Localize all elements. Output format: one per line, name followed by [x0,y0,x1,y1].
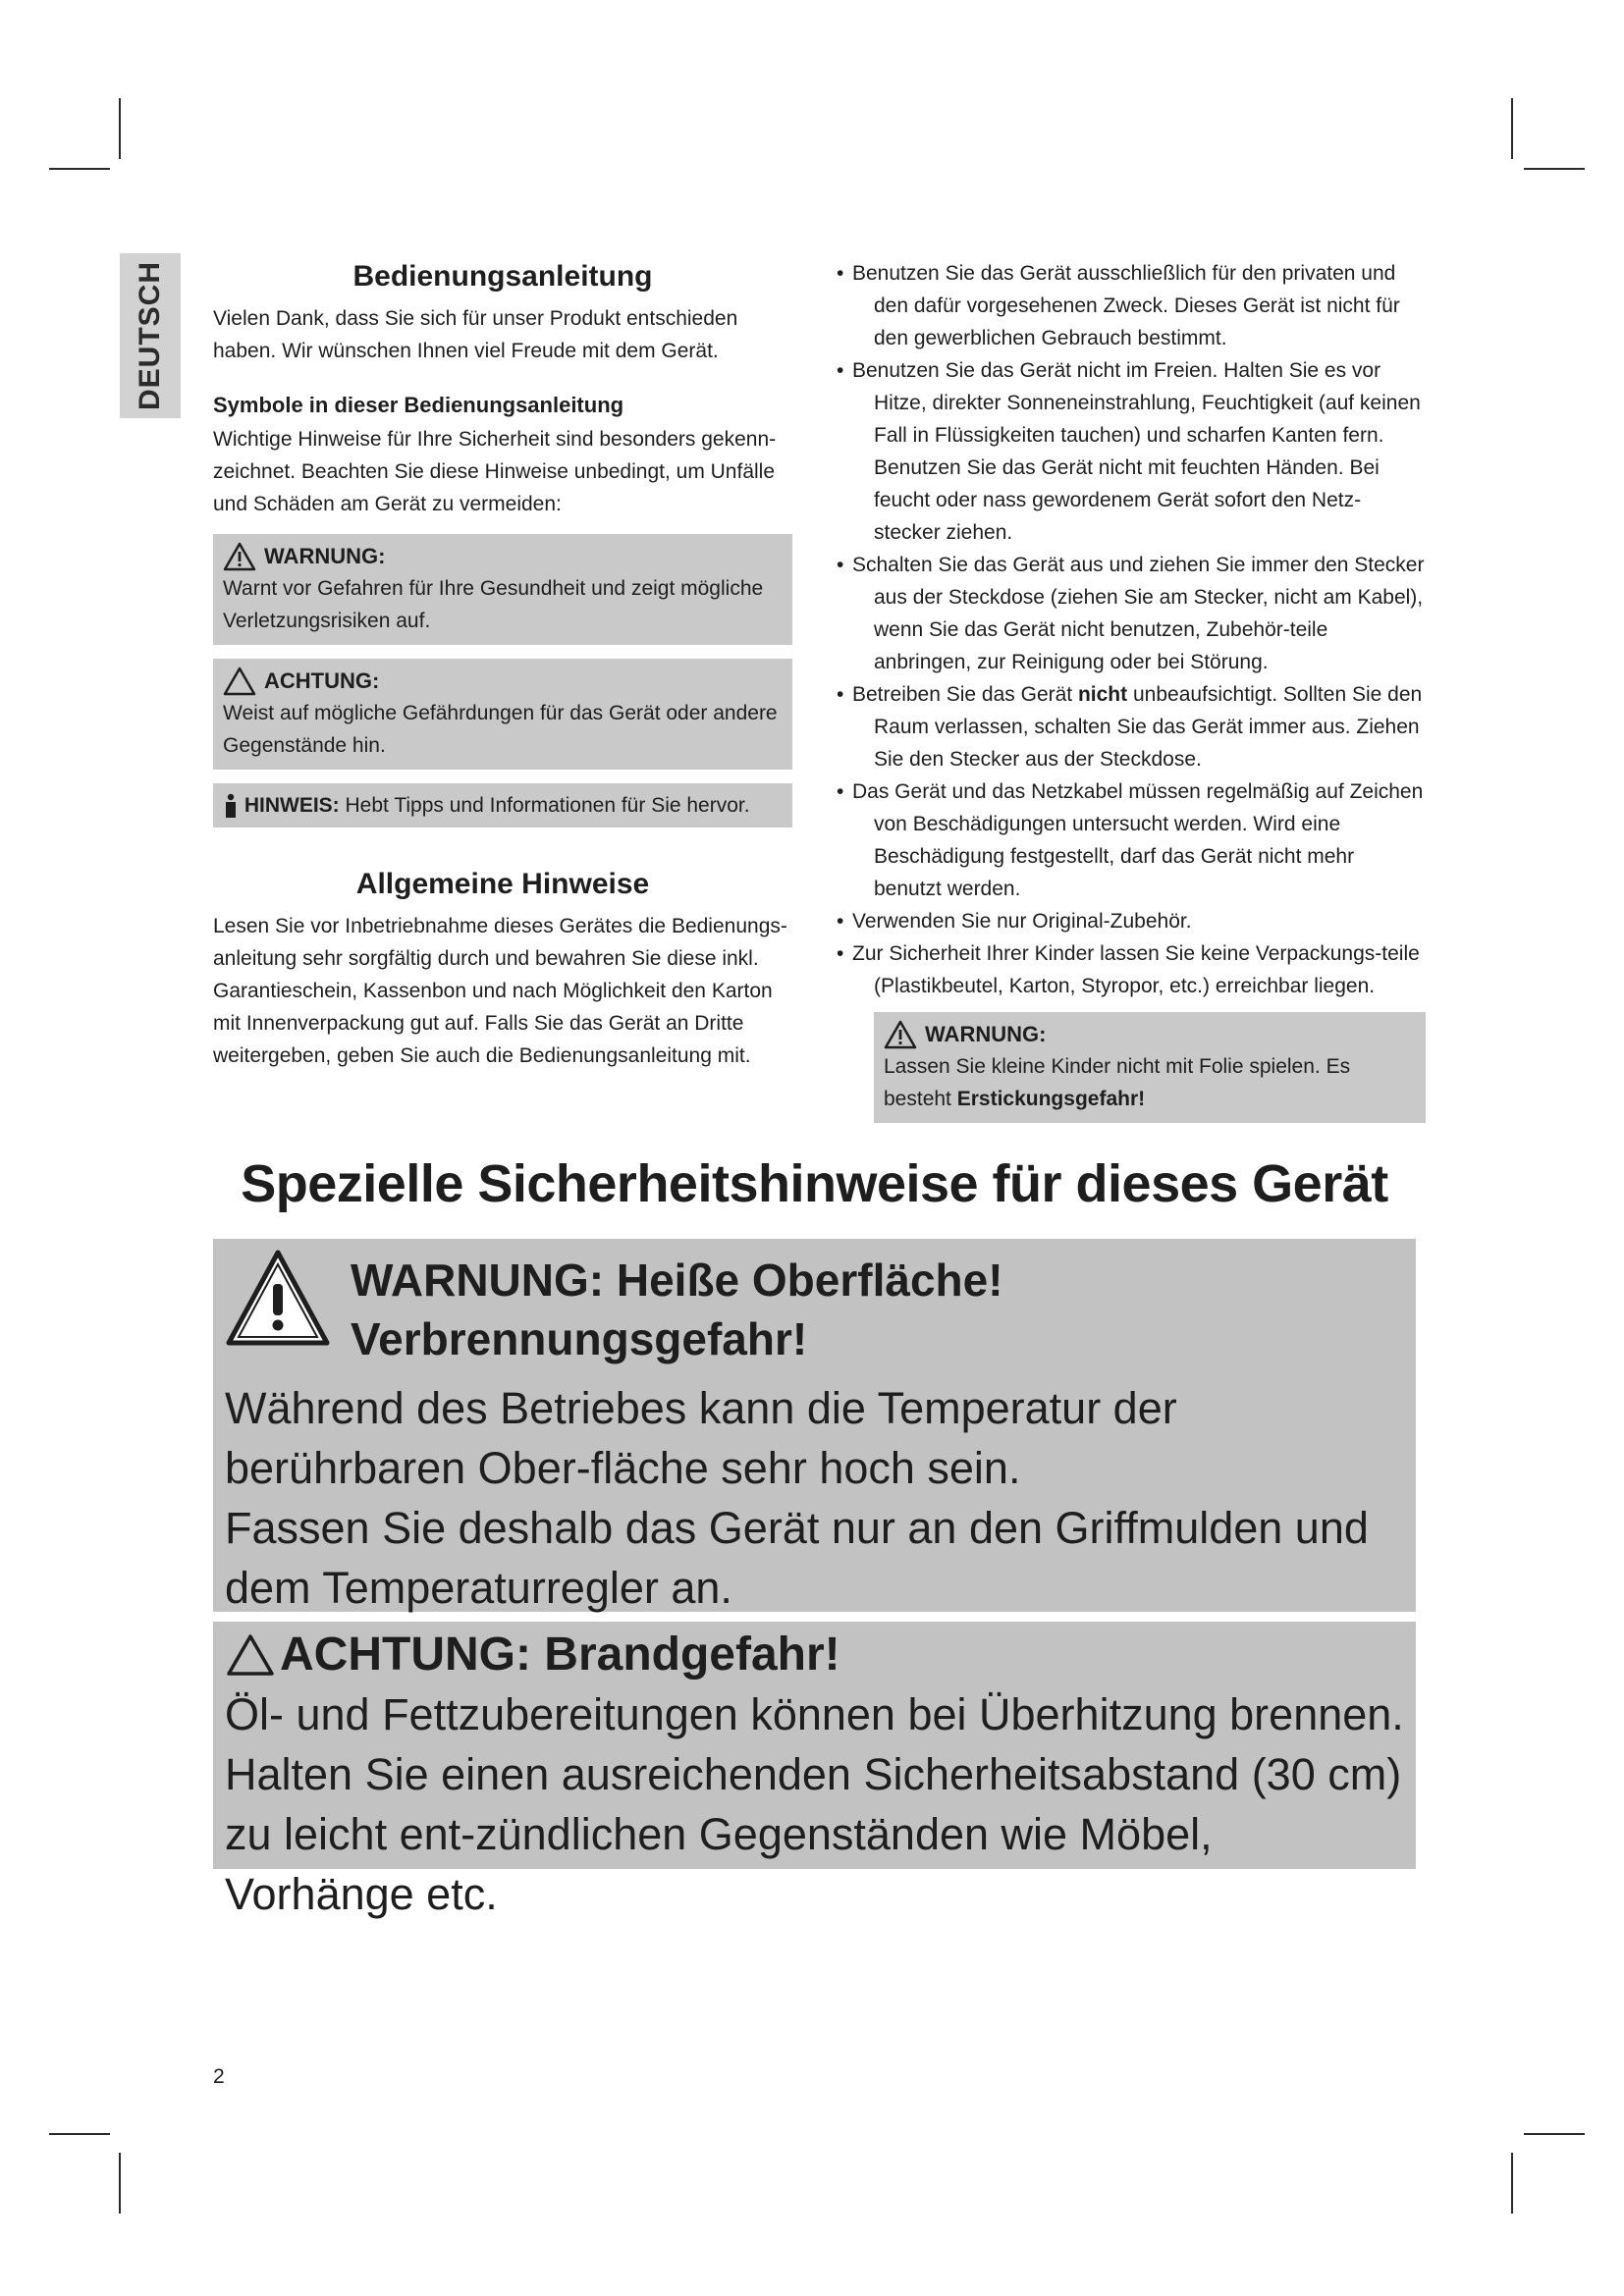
language-tab-label: DEUTSCH [134,260,167,411]
general-text: Lesen Sie vor Inbetriebnahme dieses Gerätes die Bedienungs-anleitung sehr sorgfältig durch und bewahren Sie diese inkl. Garantieschein, Kassenbon und nach Möglichkeit den Karton mit Innenverpackung gut auf. Falls Sie das Gerät an Dritte weitergeben, geben Sie auch die Bedienungsanleitung mit. [213,915,787,1067]
caution-box-text: Weist auf mögliche Gefährdungen für das Gerät oder andere Gegenstände hin. [223,702,778,757]
caution-box-title: ACHTUNG: [264,668,380,693]
children-warning-box [874,1012,1426,1123]
caution-triangle-icon [223,667,256,696]
fire-caution-text: Öl- und Fettzubereitungen können bei Überhitzung brennen. Halten Sie einen ausreichenden Sicherheitsabstand (30 cm) zu leicht ent-zündlichen Gegenständen wie Möbel, Vorhänge etc. [225,1689,1404,1919]
fire-caution-box [213,1622,1416,1919]
caution-box [213,659,792,770]
hint-box-label: HINWEIS: [244,794,340,817]
list-item: • Benutzen Sie das Gerät ausschließlich für den privaten und den dafür vorgesehenen Zweck. Dieses Gerät ist nicht für den gewerblichen Gebrauch bestimmt. [837,257,1426,354]
fire-caution-title: ACHTUNG: Brandgefahr! [280,1629,840,1681]
warning-triangle-icon [225,1247,331,1349]
crop-mark [119,98,121,159]
list-item: • Das Gerät und das Netzkabel müssen regelmäßig auf Zeichen von Beschädigungen untersucht werden. Wird eine Beschädigung festgestellt, darf das Gerät nicht mehr benutzt werden. [837,775,1426,905]
children-warning-text-main: Lassen Sie kleine Kinder nicht mit Folie spielen. Es besteht [884,1055,1351,1110]
right-column [837,257,1426,1123]
info-icon [223,793,239,819]
crop-mark [1511,2153,1513,2214]
manual-title: Bedienungsanleitung [352,260,653,293]
crop-mark [1511,98,1513,159]
crop-mark [119,2153,121,2214]
list-item: • Verwenden Sie nur Original-Zubehör. [837,905,1426,937]
warning-triangle-icon [884,1020,917,1049]
children-warning-text [884,1050,1416,1115]
list-item-emphasis: nicht [1077,683,1128,706]
list-item: • Benutzen Sie das Gerät nicht im Freien. Halten Sie es vor Hitze, direkter Sonneneinstrahlung, Feuchtigkeit (auf keinen Fall in Flüssigkeiten tauchen) und scharfen Kanten fern. Benutzen Sie das Gerät nicht mit feuchten Händen. Bei feucht oder nass gewordenem Gerät sofort den Netz-stecker ziehen. [837,354,1426,549]
page-number: 2 [213,2065,225,2088]
hot-surface-title-line1: WARNUNG: Heiße Oberfläche! [351,1255,1003,1306]
list-item-text: Betreiben Sie das Gerät [852,683,1078,706]
left-column [213,257,792,1072]
safety-list [837,257,1426,1002]
warning-triangle-icon [223,542,256,571]
crop-mark [49,2133,110,2135]
caution-triangle-icon [225,1632,276,1678]
children-warning-emphasis: Erstickungsgefahr! [956,1088,1146,1110]
special-safety-title: Spezielle Sicherheitshinweise für dieses Gerät [241,1154,1388,1213]
hint-box [213,783,792,828]
symbols-text: Wichtige Hinweise für Ihre Sicherheit sind besonders gekenn-zeichnet. Beachten Sie diese Hinweise unbedingt, um Unfälle und Schäden am Gerät zu vermeiden: [213,428,777,515]
hot-surface-warning-box [213,1239,1416,1612]
hint-box-text: Hebt Tipps und Informationen für Sie hervor. [345,794,750,817]
crop-mark [49,168,110,170]
intro-text: Vielen Dank, dass Sie sich für unser Produkt entschieden haben. Wir wünschen Ihnen viel Freude mit dem Gerät. [213,307,738,362]
list-item [837,678,1426,775]
warning-box [213,534,792,645]
hot-surface-text1: Während des Betriebes kann die Temperatur der berührbaren Ober-fläche sehr hoch sein. [225,1383,1177,1493]
symbols-heading: Symbole in dieser Bedienungsanleitung [213,393,624,417]
language-tab [120,253,181,418]
hot-surface-title-line2: Verbrennungsgefahr! [351,1313,808,1364]
children-warning-title: WARNUNG: [925,1022,1047,1046]
hot-surface-text2: Fassen Sie deshalb das Gerät nur an den Griffmulden und dem Temperaturregler an. [225,1503,1369,1613]
warning-box-title: WARNUNG: [264,544,386,568]
general-title: Allgemeine Hinweise [355,868,650,900]
crop-mark [1524,168,1585,170]
list-item: • Schalten Sie das Gerät aus und ziehen Sie immer den Stecker aus der Steckdose (ziehen Sie am Stecker, nicht am Kabel), wenn Sie das Gerät nicht benutzen, Zubehör-teile anbringen, zur Reinigung oder bei Störung. [837,549,1426,678]
crop-mark [1524,2133,1585,2135]
warning-box-text: Warnt vor Gefahren für Ihre Gesundheit und zeigt mögliche Verletzungsrisiken auf. [223,577,764,632]
list-item-text: unbeaufsichtigt. Sollten Sie den Raum verlassen, schalten Sie das Gerät immer aus. Ziehen Sie den Stecker aus der Steckdose. [874,683,1423,771]
list-item: • Zur Sicherheit Ihrer Kinder lassen Sie keine Verpackungs-teile (Plastikbeutel, Karton, Styropor, etc.) erreichbar liegen. [837,937,1426,1002]
